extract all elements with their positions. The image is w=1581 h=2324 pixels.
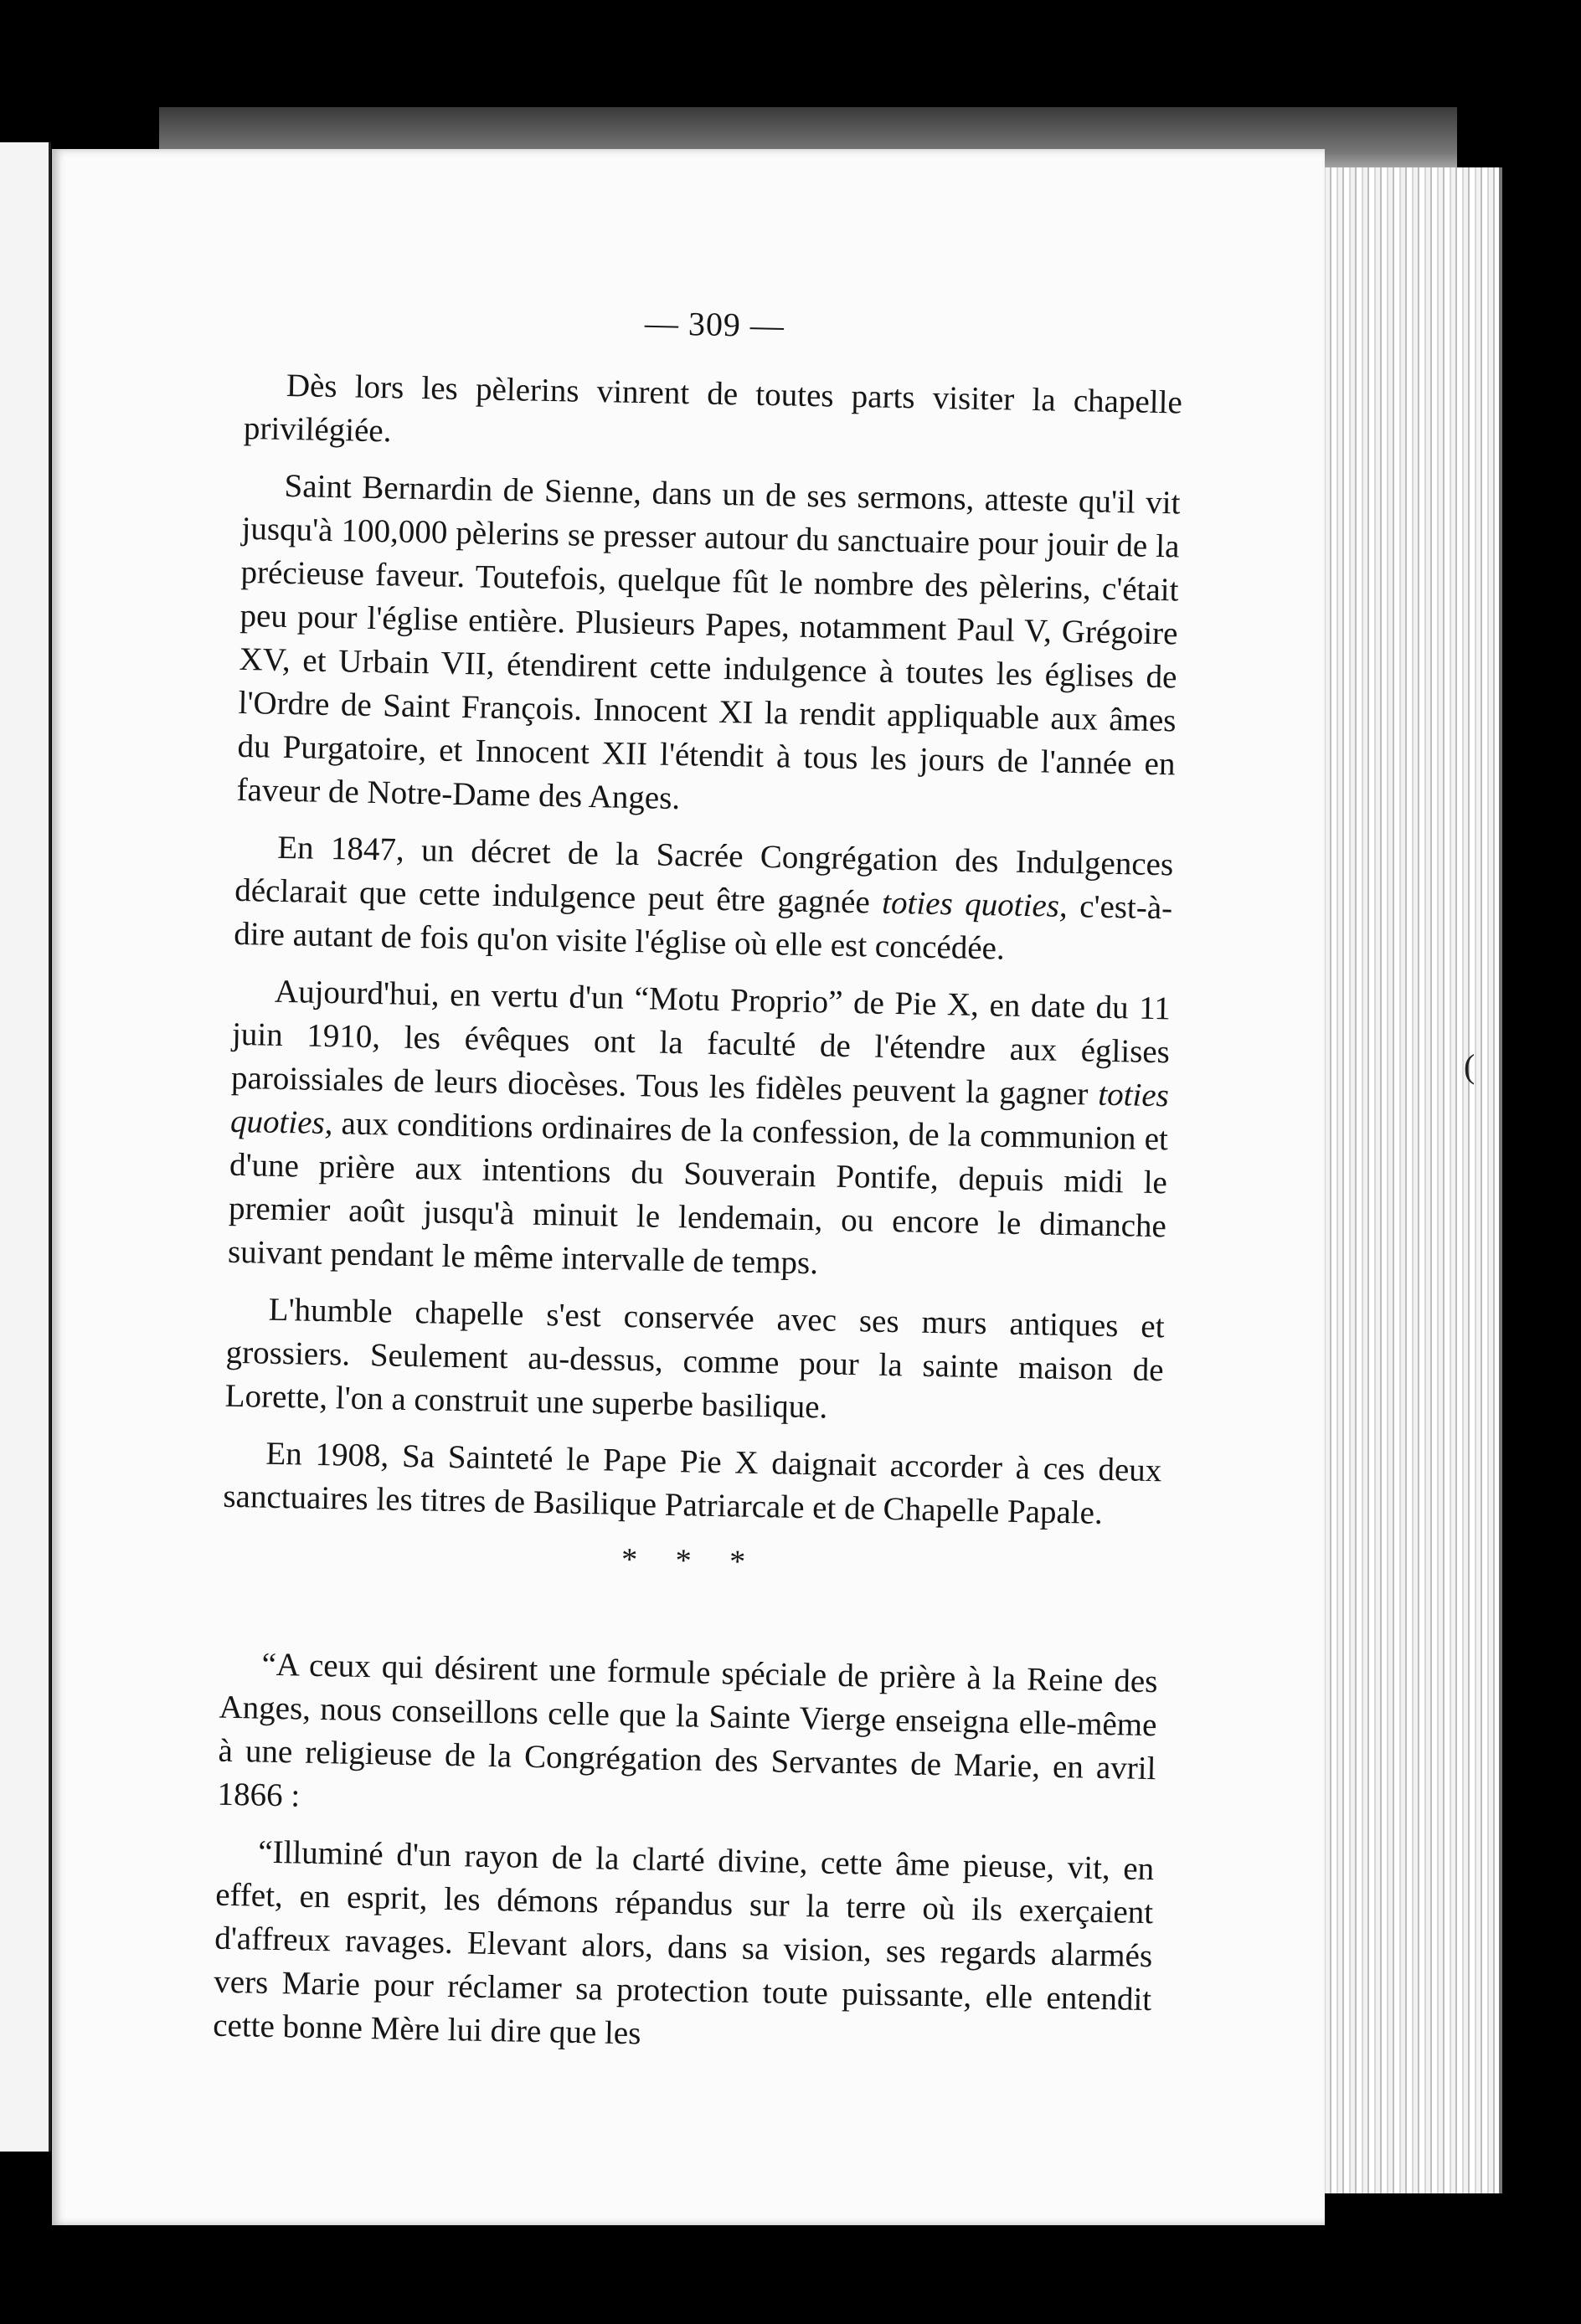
paragraph: L'humble chapelle s'est conservée avec ses murs antiques et grossiers. Seulement au-dessus, comme pour la sainte maison de Lorette, l'on a construit une superbe basilique. — [224, 1291, 1165, 1426]
paragraph: Dès lors les pèlerins vinrent de toutes parts visiter la chapelle privilégiée. — [243, 367, 1183, 450]
italic-phrase: toties quoties, — [881, 884, 1069, 924]
page-number: — 309 — — [644, 304, 785, 345]
text-run: c'est-à-dire autant de fois qu'on visite l'église où elle est concédée. — [233, 887, 1173, 967]
text-run: En 1847, un décret de la Sacrée Congrégation des Indulgences déclarait que cette indulgence peut être gagnée — [234, 829, 1174, 921]
page-content — [213, 296, 1184, 2079]
paragraph: “A ceux qui désirent une formule spéciale de prière à la Reine des Anges, nous conseillons celle que la Sainte Vierge enseigna elle-même à une religieuse de la Congrégation des Servantes de Marie, en avril 1866 : — [217, 1646, 1158, 1814]
margin-speck: ( — [1464, 1047, 1475, 1085]
paragraph: Saint Bernardin de Sienne, dans un de ses sermons, atteste qu'il vit jusqu'à 100,000 pèlerins se presser autour du sanctuaire pour jouir de la précieuse faveur. Toutefois, quelque fût le nombre des pèlerins, c'était peu pour l'église entière. Plusieurs Papes, notamment Paul V, Grégoire XV, et Urbain VII, étendirent cette indulgence à toutes les églises de l'Ordre de Saint François. Innocent XI la rendit appliquable aux âmes du Purgatoire, et Innocent XII l'étendit à tous les jours de l'année en faveur de Notre-Dame des Anges. — [236, 467, 1181, 817]
text-run: aux conditions ordinaires de la confession, de la communion et d'une prière aux intentions du Souverain Pontife, depuis midi le premier août jusqu'à minuit le lendemain, ou encore le dimanche suivant pendant le même intervalle de temps. — [227, 1105, 1169, 1282]
paragraph: “Illuminé d'un rayon de la clarté divine, cette âme pieuse, vit, en effet, en esprit, les démons répandus sur la terre où ils exerçaient d'affreux ravages. Elevant alors, dans sa vision, ses regards alarmés vers Marie pour réclamer sa protection toute puissante, elle entendit cette bonne Mère lui dire que les — [212, 1833, 1155, 2052]
left-page-edge — [0, 142, 51, 2152]
section-separator: * * * — [621, 1541, 761, 1581]
text-run: Aujourd'hui, en vertu d'un “Motu Proprio” de Pie X, en date du 11 juin 1910, les évêques ont la faculté de l'étendre aux églises paroissiales de leurs diocèses. Tous les fidèles peuvent la gagner — [230, 973, 1172, 1113]
book-page — [52, 149, 1325, 2225]
italic-phrase: toties quoties, — [229, 1076, 1170, 1142]
paragraph — [234, 825, 1174, 974]
page-stack-edges — [1306, 167, 1502, 2193]
paragraph — [228, 969, 1172, 1292]
paragraph: En 1908, Sa Sainteté le Pape Pie X daignait accorder à ces deux sanctuaires les titres de Basilique Patriarcale et de Chapelle Papale. — [223, 1435, 1162, 1531]
